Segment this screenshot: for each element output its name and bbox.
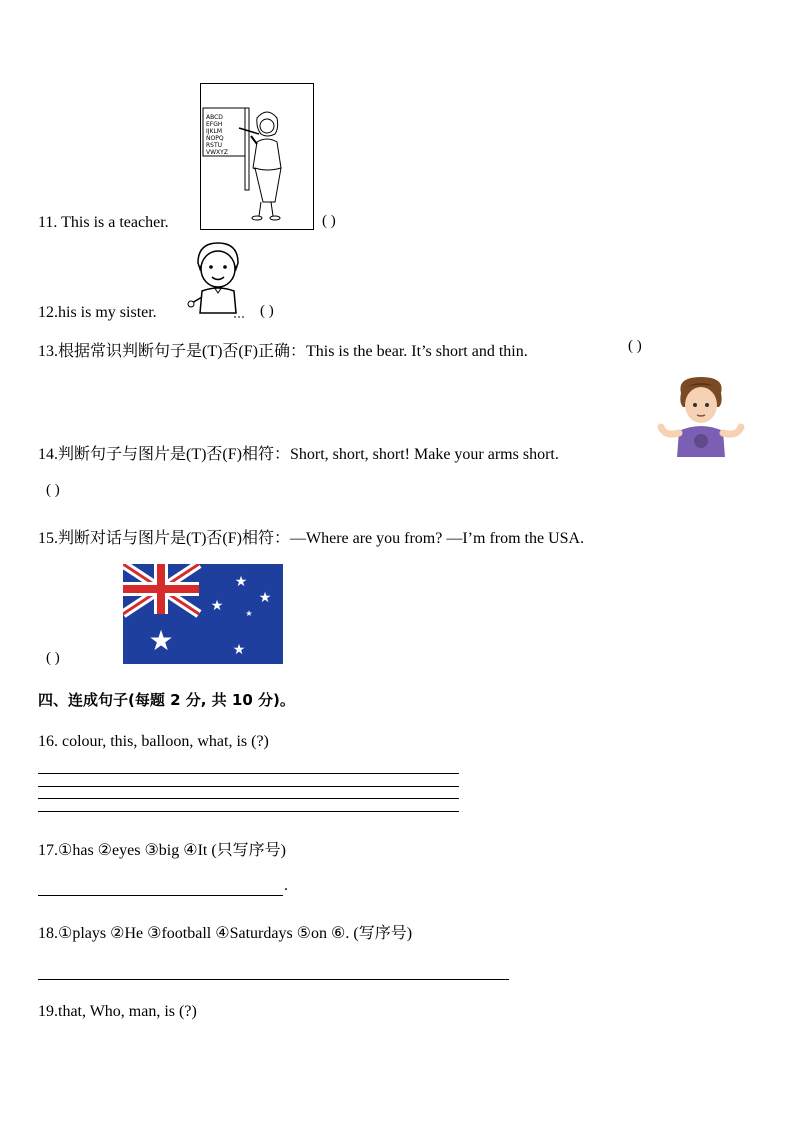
answer-paren-12[interactable]: ( ) [260,303,274,319]
svg-text:★: ★ [148,624,174,657]
answer-line-17[interactable] [38,895,283,896]
question-19: 19.that, Who, man, is (?) [38,1003,197,1020]
section-4-heading: 四、连成句子(每题 2 分, 共 10 分)。 [38,691,295,709]
board-letters-4: NOPQ [206,135,224,142]
svg-text:★: ★ [232,642,246,658]
question-17: 17.①has ②eyes ③big ④It (只写序号) [38,842,287,859]
teacher-picture [200,83,314,230]
question-12: 12.his is my sister. [38,304,157,321]
board-letters-2: EFGH [206,121,223,128]
boy-picture [186,241,248,319]
board-letters-3: IJKLM [206,128,222,135]
svg-text:★: ★ [210,598,224,614]
answer-line-16-2[interactable] [38,786,459,787]
question-18: 18.①plays ②He ③football ④Saturdays ⑤on ⑥. (写序号) [38,925,413,942]
answer-paren-13[interactable]: ( ) [628,338,642,354]
question-11: 11. This is a teacher. [38,214,169,231]
answer-line-18[interactable] [38,979,509,980]
board-letters-1: ABCD [206,114,223,121]
boy-shrug-picture [653,375,749,457]
question-13: 13.根据常识判断句子是(T)否(F)正确：This is the bear. It’s short and thin. [38,343,528,360]
answer-line-16-3[interactable] [38,798,459,799]
svg-text:★: ★ [258,590,272,606]
answer-line-17-period: . [284,877,288,894]
board-letters-5: RSTU [206,142,223,149]
svg-text:★: ★ [234,574,248,590]
answer-paren-11[interactable]: ( ) [322,213,336,229]
answer-paren-14[interactable]: ( ) [46,482,60,498]
svg-text:★: ★ [245,609,253,618]
answer-line-16-4[interactable] [38,811,459,812]
question-15: 15.判断对话与图片是(T)否(F)相符：—Where are you from? —I’m from the USA. [38,530,585,547]
question-14: 14.判断句子与图片是(T)否(F)相符：Short, short, short! Make your arms short. [38,446,559,463]
question-16: 16. colour, this, balloon, what, is (?) [38,733,269,750]
australia-flag [123,564,283,664]
board-letters-6: VWXYZ [206,149,228,156]
answer-paren-15[interactable]: ( ) [46,650,60,666]
answer-line-16-1[interactable] [38,773,459,774]
